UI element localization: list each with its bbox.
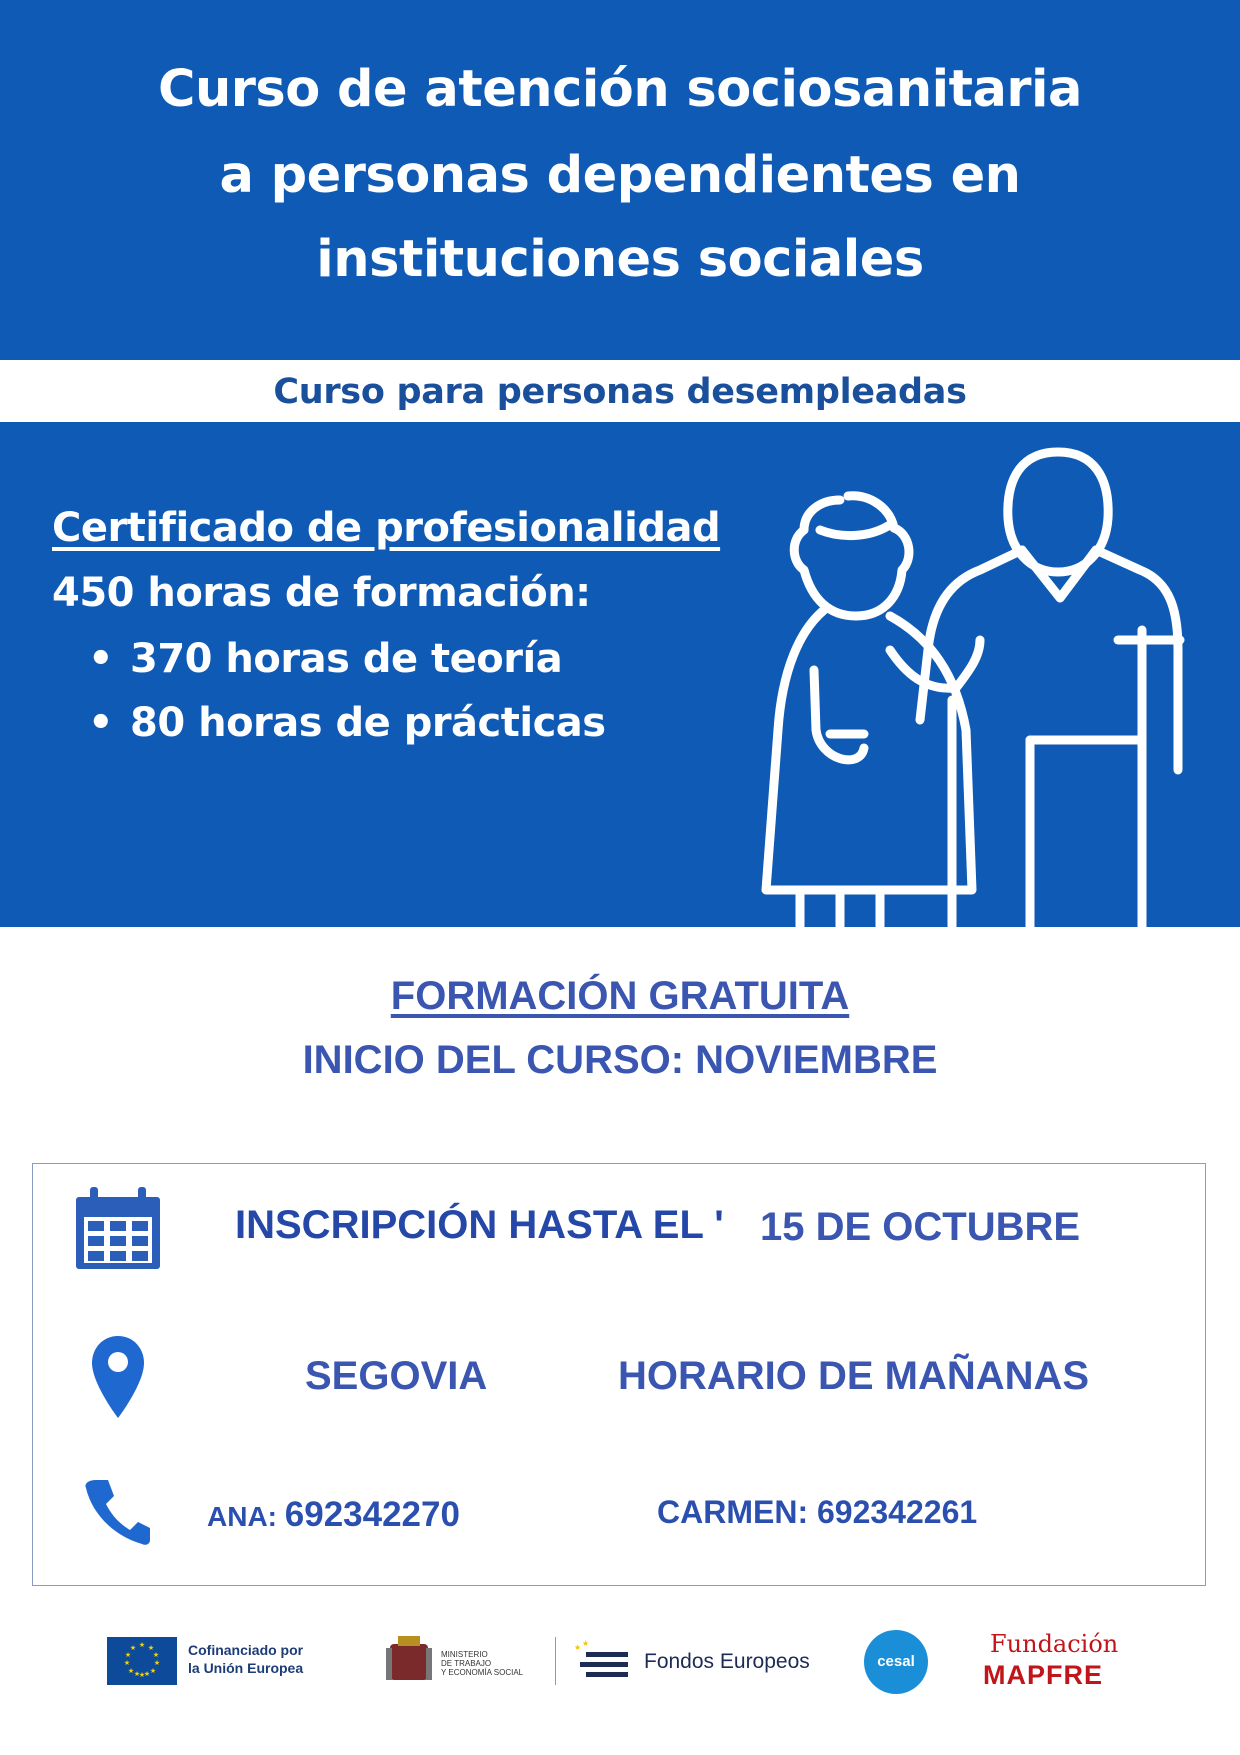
location-pin-icon <box>90 1334 146 1420</box>
eu-stars-icon <box>107 1637 177 1685</box>
registration-date: 15 DE OCTUBRE <box>760 1205 1081 1249</box>
ministerio-text <box>441 1650 541 1677</box>
course-subtitle: Curso para personas desempleadas <box>273 372 967 412</box>
schedule-text: HORARIO DE MAÑANAS <box>618 1354 1090 1398</box>
fondos-europeos-logo <box>572 1640 638 1682</box>
svg-text:★: ★ <box>153 1659 161 1667</box>
svg-text:★: ★ <box>127 1667 135 1675</box>
svg-text:★: ★ <box>123 1659 131 1667</box>
course-title-line-3: instituciones sociales <box>316 230 924 289</box>
hours-item <box>88 700 606 746</box>
cesal-logo: cesal <box>864 1630 928 1694</box>
svg-text:★: ★ <box>152 1651 160 1659</box>
svg-text:★: ★ <box>124 1651 132 1659</box>
eu-cofinanced-text <box>188 1641 303 1677</box>
fondos-europeos-text: Fondos Europeos <box>644 1650 810 1673</box>
registration-prefix: INSCRIPCIÓN HASTA EL ' <box>235 1203 724 1247</box>
course-title-line-2: a personas dependientes en <box>219 146 1021 205</box>
mapfre-logo-text: MAPFRE <box>983 1660 1103 1690</box>
ministerio-line: Y ECONOMÍA SOCIAL <box>441 1668 524 1677</box>
svg-text:★: ★ <box>574 1643 582 1652</box>
contact-phone[interactable]: 692342270 <box>284 1495 460 1534</box>
svg-text:★: ★ <box>147 1644 155 1652</box>
calendar-icon <box>74 1187 162 1271</box>
contact-carmen <box>657 1494 977 1531</box>
eu-flag-logo <box>107 1637 177 1685</box>
contact-label: ANA: <box>207 1501 285 1532</box>
eu-text-line-2: la Unión Europea <box>188 1660 304 1676</box>
svg-text:★: ★ <box>138 1641 146 1649</box>
spain-coat-of-arms-logo <box>384 1634 434 1686</box>
course-title-line-1: Curso de atención sociosanitaria <box>158 60 1082 119</box>
course-start-label: INICIO DEL CURSO: NOVIEMBRE <box>302 1038 938 1082</box>
hours-item-text: 80 horas de prácticas <box>130 700 606 746</box>
eu-text-line-1: Cofinanciado por <box>188 1642 304 1658</box>
hours-item-text: 370 horas de teoría <box>130 636 563 682</box>
contact-phone[interactable]: 692342261 <box>816 1494 978 1530</box>
svg-text:★: ★ <box>582 1640 590 1648</box>
contact-label: CARMEN: <box>657 1494 817 1530</box>
logo-divider <box>555 1637 556 1685</box>
certificate-title: Certificado de profesionalidad <box>52 505 721 551</box>
svg-text:★: ★ <box>149 1667 157 1675</box>
contact-ana <box>207 1495 460 1535</box>
svg-text:★: ★ <box>143 1670 151 1678</box>
bullet-icon: • <box>88 700 114 746</box>
svg-text:★: ★ <box>138 1671 146 1679</box>
caregiver-elderly-illustration <box>760 430 1210 927</box>
hours-item <box>88 636 562 682</box>
ministerio-line: DE TRABAJO <box>441 1659 492 1668</box>
free-training-label: FORMACIÓN GRATUITA <box>390 974 850 1018</box>
location-text: SEGOVIA <box>305 1354 488 1398</box>
phone-icon <box>84 1476 152 1546</box>
bullet-icon: • <box>88 636 114 682</box>
svg-text:★: ★ <box>133 1670 141 1678</box>
ministerio-line: MINISTERIO <box>441 1650 488 1659</box>
mapfre-fundacion-text: Fundación <box>990 1630 1119 1658</box>
svg-text:★: ★ <box>129 1644 137 1652</box>
total-hours: 450 horas de formación: <box>52 570 591 616</box>
